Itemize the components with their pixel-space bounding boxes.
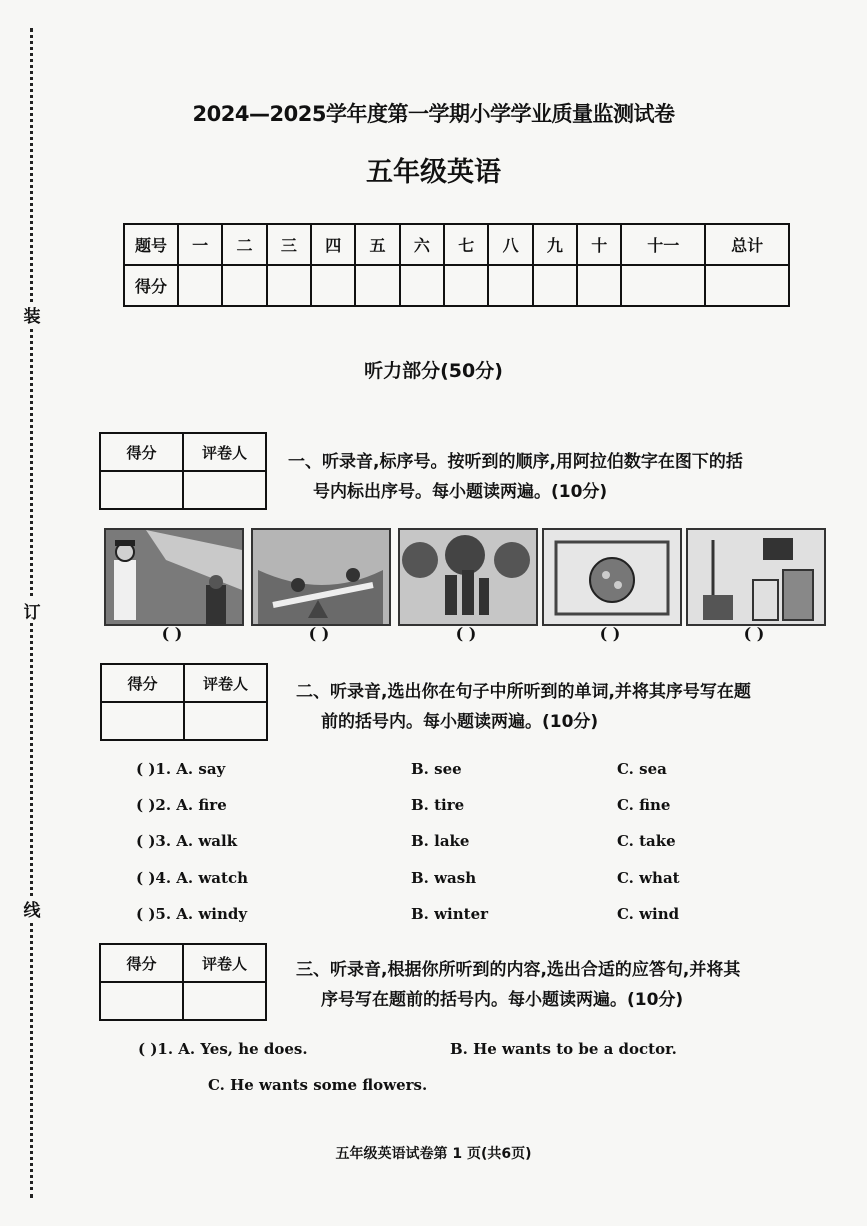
score-cell: 五 — [355, 224, 399, 265]
q2-item3-a[interactable]: ( )3. A. walk — [136, 832, 238, 850]
q3-item1-c: C. He wants some flowers. — [208, 1076, 428, 1094]
cake-picture — [542, 528, 682, 626]
seesaw-picture — [251, 528, 391, 626]
margin-char-ding: 订 — [22, 598, 42, 623]
grader-name-cell[interactable] — [183, 471, 266, 509]
grader-table-3 — [99, 943, 267, 1021]
grader-name-label: 评卷人 — [184, 664, 267, 702]
score-table-header-row — [124, 224, 789, 265]
score-entry-cell[interactable] — [400, 265, 444, 306]
grader-score-cell[interactable] — [101, 702, 184, 740]
q2-item1-b: B. see — [411, 760, 462, 778]
cake-illustration — [544, 530, 680, 624]
family-trees-illustration — [400, 530, 536, 624]
score-table-score-row — [124, 265, 789, 306]
section1-instructions — [288, 447, 848, 507]
score-cell: 十一 — [621, 224, 705, 265]
grader-score-cell[interactable] — [100, 471, 183, 509]
section2-line2: 前的括号内。每小题读两遍。(10分) — [321, 712, 599, 732]
q3-item1-b: B. He wants to be a doctor. — [450, 1040, 677, 1058]
grader-table-2 — [100, 663, 268, 741]
score-row-label: 得分 — [124, 265, 178, 306]
grader-table-1 — [99, 432, 267, 510]
score-cell: 十 — [577, 224, 621, 265]
q2-item2-b: B. tire — [411, 796, 465, 814]
grader-name-label: 评卷人 — [183, 433, 266, 471]
q2-item1-c: C. sea — [617, 760, 667, 778]
exam-subtitle: 五年级英语 — [366, 157, 501, 188]
kitchen-illustration — [688, 530, 824, 624]
score-cell: 题号 — [124, 224, 178, 265]
q2-item3-c: C. take — [617, 832, 676, 850]
grader-score-label: 得分 — [100, 944, 183, 982]
score-cell: 九 — [533, 224, 577, 265]
q3-item1-a[interactable]: ( )1. A. Yes, he does. — [138, 1040, 308, 1058]
score-cell: 四 — [311, 224, 355, 265]
listening-section-heading: 听力部分(50分) — [364, 360, 503, 382]
q2-item3-b: B. lake — [411, 832, 470, 850]
exam-title: 2024—2025学年度第一学期小学学业质量监测试卷 — [192, 102, 675, 126]
score-entry-cell[interactable] — [311, 265, 355, 306]
score-table — [123, 223, 790, 307]
score-cell: 总计 — [705, 224, 789, 265]
score-cell: 七 — [444, 224, 488, 265]
section1-line2: 号内标出序号。每小题读两遍。(10分) — [313, 482, 608, 502]
grader-score-cell[interactable] — [100, 982, 183, 1020]
kitchen-picture — [686, 528, 826, 626]
score-entry-cell[interactable] — [705, 265, 789, 306]
grader-name-cell[interactable] — [184, 702, 267, 740]
answer-paren-4[interactable]: ( ) — [599, 624, 621, 643]
score-entry-cell[interactable] — [267, 265, 311, 306]
score-entry-cell[interactable] — [355, 265, 399, 306]
q2-item2-a[interactable]: ( )2. A. fire — [136, 796, 227, 814]
section3-line2: 序号写在题前的括号内。每小题读两遍。(10分) — [321, 990, 684, 1010]
family-trees-picture — [398, 528, 538, 626]
seesaw-illustration — [253, 530, 389, 624]
grader-score-label: 得分 — [101, 664, 184, 702]
score-entry-cell[interactable] — [222, 265, 266, 306]
q2-item5-a[interactable]: ( )5. A. windy — [136, 905, 248, 923]
policeman-illustration — [106, 530, 242, 624]
q2-item4-a[interactable]: ( )4. A. watch — [136, 869, 248, 887]
answer-paren-3[interactable]: ( ) — [455, 624, 477, 643]
section2-instructions — [296, 677, 836, 737]
answer-paren-5[interactable]: ( ) — [743, 624, 765, 643]
grader-score-label: 得分 — [100, 433, 183, 471]
score-entry-cell[interactable] — [488, 265, 532, 306]
answer-paren-1[interactable]: ( ) — [161, 624, 183, 643]
answer-paren-2[interactable]: ( ) — [308, 624, 330, 643]
margin-char-zhuang: 装 — [22, 302, 42, 327]
score-entry-cell[interactable] — [444, 265, 488, 306]
margin-char-xian: 线 — [22, 896, 42, 921]
score-cell: 三 — [267, 224, 311, 265]
grader-name-cell[interactable] — [183, 982, 266, 1020]
score-entry-cell[interactable] — [577, 265, 621, 306]
score-entry-cell[interactable] — [533, 265, 577, 306]
score-cell: 六 — [400, 224, 444, 265]
score-cell: 一 — [178, 224, 222, 265]
page-footer: 五年级英语试卷第 1 页(共6页) — [335, 1146, 532, 1162]
score-entry-cell[interactable] — [178, 265, 222, 306]
q2-item5-b: B. winter — [411, 905, 489, 923]
section3-instructions — [296, 955, 836, 1015]
section3-line1: 三、听录音,根据你所听到的内容,选出合适的应答句,并将其 — [296, 960, 741, 980]
section2-line1: 二、听录音,选出你在句子中所听到的单词,并将其序号写在题 — [296, 682, 751, 702]
q2-item1-a[interactable]: ( )1. A. say — [136, 760, 226, 778]
q2-item4-c: C. what — [617, 869, 680, 887]
score-cell: 二 — [222, 224, 266, 265]
section1-line1: 一、听录音,标序号。按听到的顺序,用阿拉伯数字在图下的括 — [288, 452, 743, 472]
q2-item2-c: C. fine — [617, 796, 671, 814]
policeman-picture — [104, 528, 244, 626]
q2-item5-c: C. wind — [617, 905, 680, 923]
score-entry-cell[interactable] — [621, 265, 705, 306]
grader-name-label: 评卷人 — [183, 944, 266, 982]
score-cell: 八 — [488, 224, 532, 265]
q2-item4-b: B. wash — [411, 869, 477, 887]
